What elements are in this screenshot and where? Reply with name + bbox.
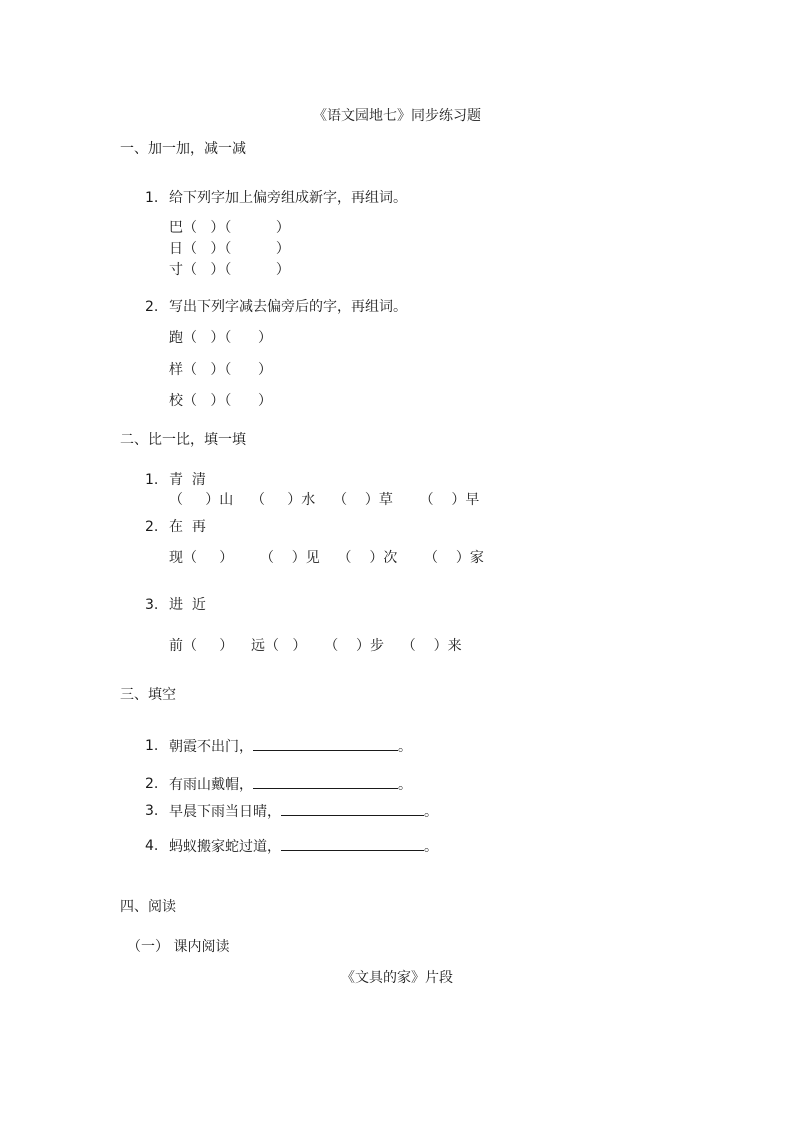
section1-heading: 一、加一加，减一减 xyxy=(120,141,246,157)
answer-blank[interactable] xyxy=(281,801,424,816)
s2-q1-number: 1. xyxy=(145,472,159,488)
answer-blank[interactable] xyxy=(253,736,398,751)
s1-q1-row: 巴（ ）（ ） xyxy=(169,220,290,236)
s3-item-number: 4. xyxy=(145,838,159,854)
s2-q3-number: 3. xyxy=(145,597,159,613)
s2-q2-chars: 在 再 xyxy=(169,519,206,535)
page-title: 《语文园地七》同步练习题 xyxy=(313,108,481,124)
s3-item-number: 3. xyxy=(145,803,159,819)
fill-blank-item xyxy=(169,774,412,795)
section4-heading: 四、阅读 xyxy=(120,899,176,915)
s1-q2-row: 样（ ）（ ） xyxy=(169,362,273,378)
fill-blank-end: 。 xyxy=(424,839,438,855)
s3-item-number: 1. xyxy=(145,738,159,754)
s1-q2-row: 校（ ）（ ） xyxy=(169,393,273,409)
s2-q1-chars: 青 清 xyxy=(169,472,206,488)
s2-q3-line: 前（ ） 远（ ） （ ）步 （ ）来 xyxy=(169,638,462,654)
fill-blank-text: 朝霞不出门， xyxy=(169,739,253,755)
fill-blank-item xyxy=(169,801,438,822)
reading-subsection: （一） 课内阅读 xyxy=(127,939,230,955)
section2-heading: 二、比一比，填一填 xyxy=(120,432,246,448)
s1-q2-number: 2. xyxy=(145,299,159,315)
s2-q2-line: 现（ ） （ ）见 （ ）次 （ ）家 xyxy=(169,550,484,566)
fill-blank-end: 。 xyxy=(398,777,412,793)
s1-q1-row: 寸（ ）（ ） xyxy=(169,262,290,278)
fill-blank-end: 。 xyxy=(398,739,412,755)
answer-blank[interactable] xyxy=(281,836,424,851)
s1-q1-prompt: 给下列字加上偏旁组成新字，再组词。 xyxy=(169,190,407,206)
fill-blank-end: 。 xyxy=(424,804,438,820)
fill-blank-item xyxy=(169,836,438,857)
s1-q1-number: 1. xyxy=(145,190,159,206)
fill-blank-item xyxy=(169,736,412,757)
passage-title: 《文具的家》片段 xyxy=(341,970,453,986)
fill-blank-text: 早晨下雨当日晴， xyxy=(169,804,281,820)
s1-q1-row: 日（ ）（ ） xyxy=(169,241,290,257)
s1-q2-row: 跑（ ）（ ） xyxy=(169,330,273,346)
s2-q1-line: （ ）山 （ ）水 （ ）草 （ ）早 xyxy=(169,492,480,508)
answer-blank[interactable] xyxy=(253,774,398,789)
s3-item-number: 2. xyxy=(145,776,159,792)
fill-blank-text: 蚂蚁搬家蛇过道， xyxy=(169,839,281,855)
s2-q3-chars: 进 近 xyxy=(169,597,206,613)
section3-heading: 三、填空 xyxy=(120,687,176,703)
s2-q2-number: 2. xyxy=(145,519,159,535)
fill-blank-text: 有雨山戴帽， xyxy=(169,777,253,793)
s1-q2-prompt: 写出下列字减去偏旁后的字，再组词。 xyxy=(169,299,407,315)
